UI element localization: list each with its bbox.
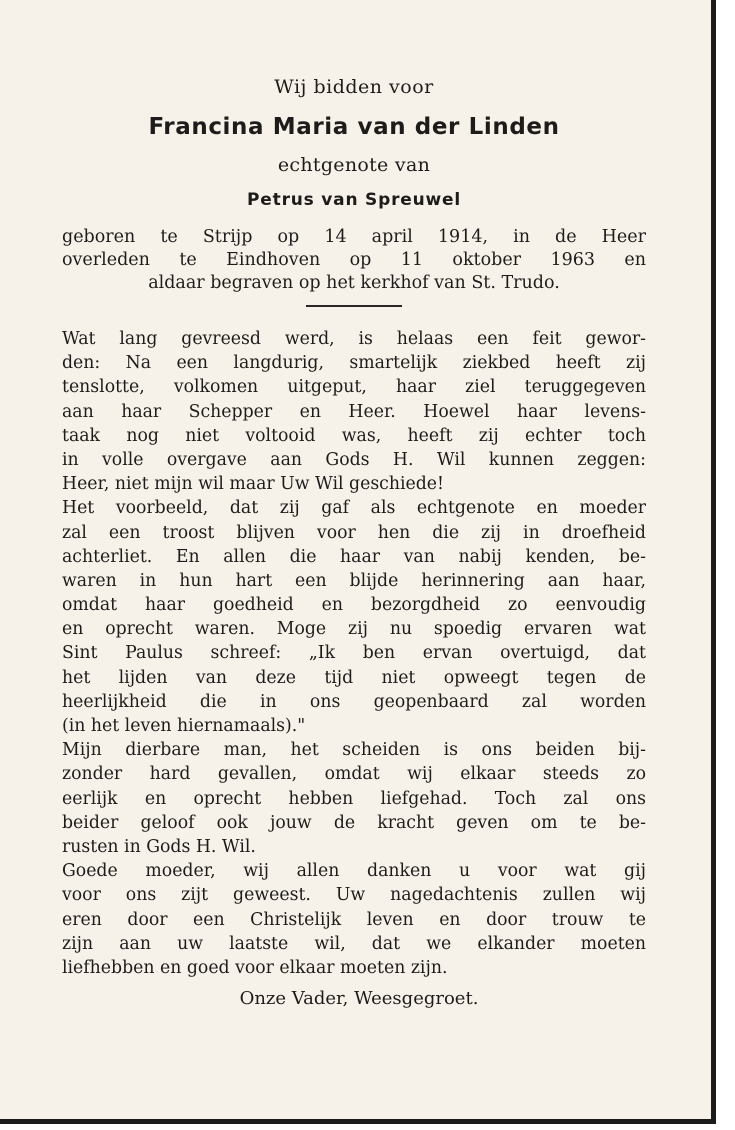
body-line: voor ons zijt geweest. Uw nagedachtenis zullen wij xyxy=(62,885,646,906)
body-line: eren door een Christelijk leven en door trouw te xyxy=(62,909,646,930)
body-text xyxy=(62,327,646,980)
body-line: rusten in Gods H. Wil. xyxy=(62,836,256,857)
body-line: eerlijk en oprecht hebben liefgehad. Toch zal ons xyxy=(62,788,646,809)
body-line: en oprecht waren. Moge zij nu spoedig ervaren wat xyxy=(62,619,646,640)
life-facts xyxy=(62,226,646,295)
body-line: den: Na een langdurig, smartelijk ziekbed heeft zij xyxy=(62,353,646,374)
body-line: waren in hun hart een blijde herinnering aan haar, xyxy=(62,570,646,591)
body-line: achterliet. En allen die haar van nabij kenden, be- xyxy=(62,546,646,567)
body-line: Sint Paulus schreef: „Ik ben ervan overtuigd, dat xyxy=(62,643,646,664)
intro-line: Wij bidden voor xyxy=(274,76,434,98)
deceased-name: Francina Maria van der Linden xyxy=(148,114,560,140)
closing-prayer: Onze Vader, Weesgegroet. xyxy=(239,988,479,1010)
burial-line: aldaar begraven op het kerkhof van St. Trudo. xyxy=(148,273,560,293)
body-line: liefhebben en goed voor elkaar moeten zijn. xyxy=(62,957,448,978)
card-content xyxy=(62,76,646,1027)
body-line: beider geloof ook jouw de kracht geven om te be- xyxy=(62,812,646,833)
body-line: zonder hard gevallen, omdat wij elkaar steeds zo xyxy=(62,764,646,785)
death-line: overleden te Eindhoven op 11 oktober 1963 en xyxy=(62,250,646,270)
body-line: taak nog niet voltooid was, heeft zij echter toch xyxy=(62,425,646,446)
body-line: zijn aan uw laatste wil, dat we elkander moeten xyxy=(62,933,646,954)
spouse-name: Petrus van Spreuwel xyxy=(247,190,461,210)
body-line: zal een troost blijven voor hen die zij in droefheid xyxy=(62,522,646,543)
body-line: Mijn dierbare man, het scheiden is ons beiden bij- xyxy=(62,740,646,761)
body-line: omdat haar goedheid en bezorgdheid zo eenvoudig xyxy=(62,595,646,616)
body-line: Het voorbeeld, dat zij gaf als echtgenote en moeder xyxy=(62,498,646,519)
body-line: heerlijkheid die in ons geopenbaard zal worden xyxy=(62,691,646,712)
body-line: aan haar Schepper en Heer. Hoewel haar levens- xyxy=(62,401,646,422)
body-line: Goede moeder, wij allen danken u voor wat gij xyxy=(62,861,646,882)
body-line: het lijden van deze tijd niet opweegt tegen de xyxy=(62,667,646,688)
body-line: (in het leven hiernamaals)." xyxy=(62,716,306,736)
body-line: Heer, niet mijn wil maar Uw Wil geschiede! xyxy=(62,474,444,495)
body-line: tenslotte, volkomen uitgeput, haar ziel teruggegeven xyxy=(62,377,646,398)
body-line: Wat lang gevreesd werd, is helaas een feit gewor- xyxy=(62,329,646,349)
body-line: in volle overgave aan Gods H. Wil kunnen zeggen: xyxy=(62,449,646,470)
spouse-of-line: echtgenote van xyxy=(277,154,431,176)
birth-line: geboren te Strijp op 14 april 1914, in de Heer xyxy=(62,227,646,247)
divider-rule xyxy=(306,305,402,307)
